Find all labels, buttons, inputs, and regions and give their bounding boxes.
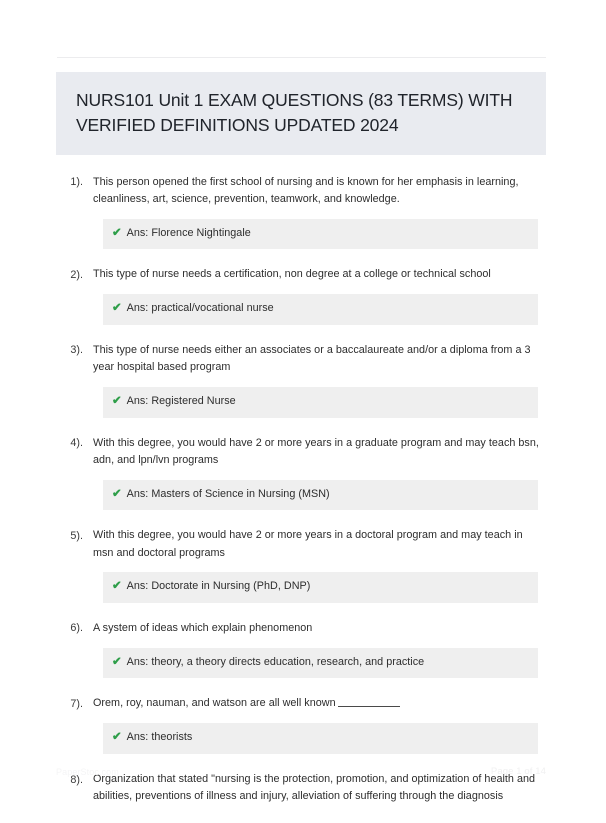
check-icon: ✔ xyxy=(112,731,122,744)
question-item xyxy=(56,695,546,754)
question-text-body: Orem, roy, nauman, and watson are all well known xyxy=(93,697,336,710)
answer-text: Ans: Doctorate in Nursing (PhD, DNP) xyxy=(126,580,311,593)
question-text: Organization that stated "nursing is the protection, promotion, and optimization of health and abilities, preventions of illness and injury, alleviation of suffering through the diagnosis xyxy=(93,773,536,803)
document-content xyxy=(56,72,546,823)
question-text: This person opened the first school of nursing and is known for her emphasis in learning, cleanliness, art, science, prevention, teamwork, and knowledge. xyxy=(93,175,519,206)
answer-text: Ans: theorists xyxy=(126,731,193,744)
question-number: 2). xyxy=(70,268,83,281)
question-item xyxy=(56,435,546,511)
answer-text: Ans: Masters of Science in Nursing (MSN) xyxy=(126,487,330,500)
answer-text: Ans: practical/vocational nurse xyxy=(126,302,274,315)
question-list xyxy=(56,174,546,806)
header-divider xyxy=(57,57,546,58)
check-icon: ✔ xyxy=(112,394,122,407)
question-item xyxy=(56,342,546,418)
question-text: With this degree, you would have 2 or more years in a graduate program and may teach bsn, adn, and lpn/lvn programs xyxy=(93,436,539,467)
answer-box xyxy=(103,294,538,325)
question-row xyxy=(56,174,546,209)
question-number: 4). xyxy=(70,437,83,450)
check-icon: ✔ xyxy=(112,302,122,315)
question-item xyxy=(56,266,546,325)
answer-box xyxy=(103,480,538,511)
question-text: This type of nurse needs either an associates or a baccalaureate and/or a diploma from a 3 year hospital based program xyxy=(93,343,531,374)
question-number: 5). xyxy=(70,529,83,542)
question-text: A system of ideas which explain phenomenon xyxy=(93,621,313,634)
question-row xyxy=(56,435,546,470)
question-row xyxy=(56,695,546,713)
answer-text: Ans: Registered Nurse xyxy=(126,394,236,407)
check-icon: ✔ xyxy=(112,487,122,500)
answer-text: Ans: theory, a theory directs education, research, and practice xyxy=(126,655,425,668)
answer-text: Ans: Florence Nightingale xyxy=(126,226,251,239)
question-row xyxy=(56,620,546,638)
question-number: 1). xyxy=(70,176,83,189)
check-icon: ✔ xyxy=(112,580,122,593)
question-row xyxy=(56,342,546,377)
question-item xyxy=(56,620,546,679)
footer-watermark: PaperStoc.com xyxy=(56,766,119,777)
question-row xyxy=(56,527,546,562)
question-number: 7). xyxy=(70,697,83,710)
question-text xyxy=(93,695,546,712)
question-number: 3). xyxy=(70,344,83,357)
answer-box xyxy=(103,723,538,754)
answer-box xyxy=(103,572,538,603)
question-item xyxy=(56,527,546,603)
question-text: This type of nurse needs a certification, non degree at a college or technical school xyxy=(93,268,491,281)
page-title: NURS101 Unit 1 EXAM QUESTIONS (83 TERMS) WITH VERIFIED DEFINITIONS UPDATED 2024 xyxy=(76,90,513,135)
question-number: 8). xyxy=(70,773,83,786)
check-icon: ✔ xyxy=(112,655,122,668)
question-item xyxy=(56,174,546,250)
document-title-block xyxy=(56,72,546,155)
fill-in-blank xyxy=(338,706,400,707)
question-text: With this degree, you would have 2 or more years in a doctoral program and may teach in msn and doctoral programs xyxy=(93,529,523,559)
page-footer xyxy=(56,766,546,777)
answer-box xyxy=(103,387,538,418)
answer-box xyxy=(103,648,538,679)
check-icon: ✔ xyxy=(112,226,122,239)
question-row xyxy=(56,266,546,284)
answer-box xyxy=(103,219,538,250)
page-indicator: Page 1 of 14 xyxy=(490,766,546,777)
question-number: 6). xyxy=(70,622,83,635)
